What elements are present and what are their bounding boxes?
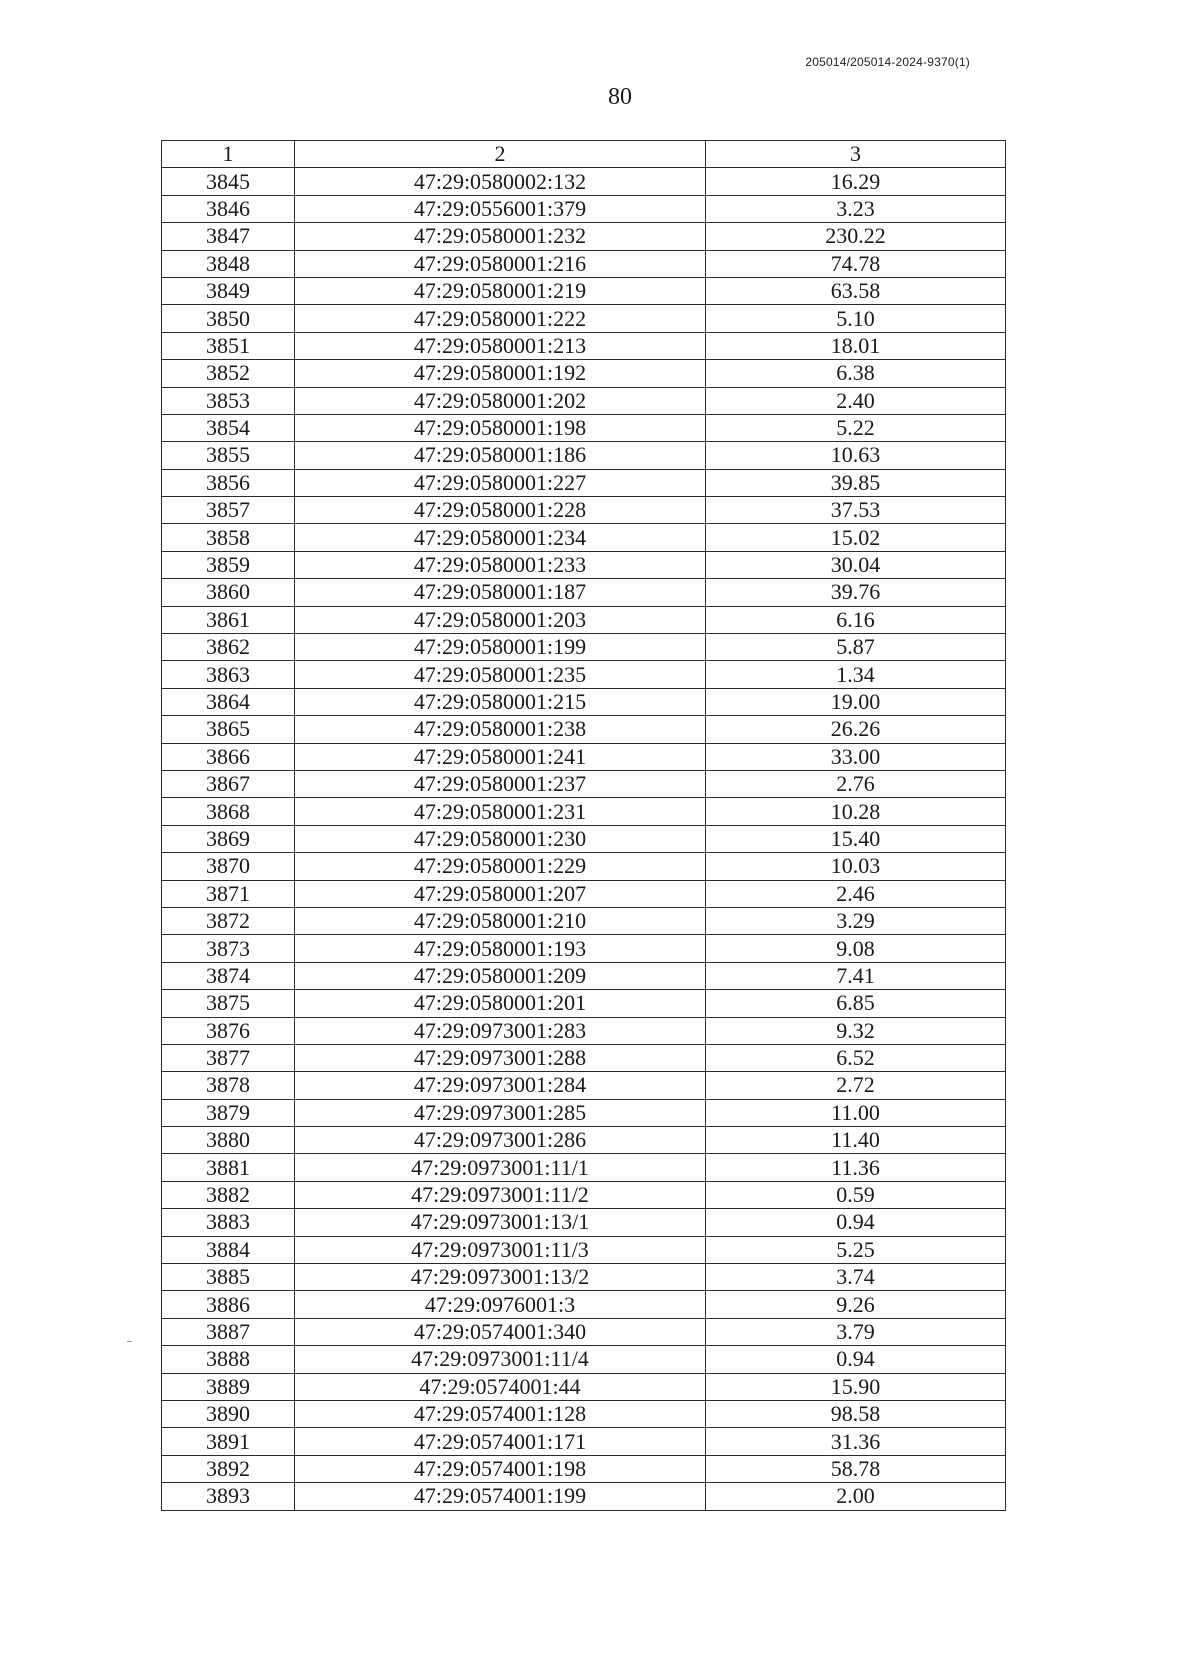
table-cell: 3893	[162, 1483, 295, 1510]
table-cell: 47:29:0973001:13/2	[295, 1264, 706, 1291]
table-cell: 47:29:0580001:209	[295, 962, 706, 989]
table-cell: 3853	[162, 387, 295, 414]
table-cell: 9.26	[706, 1291, 1006, 1318]
table-cell: 11.40	[706, 1127, 1006, 1154]
table-row	[162, 469, 1006, 496]
table-cell: 3866	[162, 743, 295, 770]
table-cell: 3873	[162, 935, 295, 962]
table-row	[162, 798, 1006, 825]
table-row	[162, 606, 1006, 633]
table-cell: 39.85	[706, 469, 1006, 496]
table-row	[162, 223, 1006, 250]
table-cell: 47:29:0973001:11/1	[295, 1154, 706, 1181]
table-cell: 3846	[162, 195, 295, 222]
table-cell: 47:29:0580001:227	[295, 469, 706, 496]
table-cell: 3858	[162, 524, 295, 551]
table-cell: 5.25	[706, 1236, 1006, 1263]
data-table	[161, 140, 1006, 1511]
table-cell: 3851	[162, 332, 295, 359]
table-row	[162, 907, 1006, 934]
table-cell: 6.85	[706, 990, 1006, 1017]
table-row	[162, 305, 1006, 332]
table-cell: 37.53	[706, 497, 1006, 524]
table-cell: 47:29:0580001:219	[295, 277, 706, 304]
table-cell: 0.94	[706, 1346, 1006, 1373]
table-cell: 33.00	[706, 743, 1006, 770]
table-cell: 98.58	[706, 1400, 1006, 1427]
table-cell: 11.00	[706, 1099, 1006, 1126]
table-cell: 74.78	[706, 250, 1006, 277]
table-row	[162, 524, 1006, 551]
table-cell: 47:29:0580001:234	[295, 524, 706, 551]
table-row	[162, 1072, 1006, 1099]
table-cell: 47:29:0973001:284	[295, 1072, 706, 1099]
table-row	[162, 360, 1006, 387]
table-cell: 9.32	[706, 1017, 1006, 1044]
table-cell: 47:29:0973001:288	[295, 1044, 706, 1071]
table-cell: 47:29:0580001:198	[295, 414, 706, 441]
table-cell: 47:29:0580001:202	[295, 387, 706, 414]
table-cell: 47:29:0580001:228	[295, 497, 706, 524]
table-row	[162, 743, 1006, 770]
table-cell: 2.72	[706, 1072, 1006, 1099]
table-cell: 11.36	[706, 1154, 1006, 1181]
column-header-3: 3	[706, 141, 1006, 168]
column-header-1: 1	[162, 141, 295, 168]
table-row	[162, 1209, 1006, 1236]
table-cell: 47:29:0580001:233	[295, 551, 706, 578]
table-row	[162, 1400, 1006, 1427]
table-cell: 47:29:0976001:3	[295, 1291, 706, 1318]
table-cell: 3890	[162, 1400, 295, 1427]
table-cell: 47:29:0580002:132	[295, 168, 706, 195]
table-cell: 47:29:0574001:171	[295, 1428, 706, 1455]
table-row	[162, 1428, 1006, 1455]
table-cell: 47:29:0580001:216	[295, 250, 706, 277]
table-cell: 3888	[162, 1346, 295, 1373]
table-cell: 47:29:0580001:186	[295, 442, 706, 469]
table-cell: 39.76	[706, 579, 1006, 606]
table-cell: 63.58	[706, 277, 1006, 304]
table-cell: 26.26	[706, 716, 1006, 743]
table-row	[162, 1264, 1006, 1291]
document-id: 205014/205014-2024-9370(1)	[805, 55, 970, 69]
table-cell: 3878	[162, 1072, 295, 1099]
table-row	[162, 853, 1006, 880]
table-cell: 3875	[162, 990, 295, 1017]
table-cell: 18.01	[706, 332, 1006, 359]
table-row	[162, 1346, 1006, 1373]
table-cell: 47:29:0580001:207	[295, 880, 706, 907]
table-cell: 3.74	[706, 1264, 1006, 1291]
table-cell: 3855	[162, 442, 295, 469]
table-row	[162, 442, 1006, 469]
table-row	[162, 1017, 1006, 1044]
table-cell: 3872	[162, 907, 295, 934]
table-cell: 3860	[162, 579, 295, 606]
table-cell: 3883	[162, 1209, 295, 1236]
table-cell: 58.78	[706, 1455, 1006, 1482]
table-row	[162, 1127, 1006, 1154]
table-cell: 3869	[162, 825, 295, 852]
table-cell: 3850	[162, 305, 295, 332]
table-cell: 47:29:0580001:199	[295, 634, 706, 661]
page-number: 80	[608, 84, 632, 110]
table-cell: 47:29:0973001:11/2	[295, 1181, 706, 1208]
table-row	[162, 579, 1006, 606]
table-header	[162, 141, 1006, 168]
table-cell: 3886	[162, 1291, 295, 1318]
table-row	[162, 1373, 1006, 1400]
table-cell: 47:29:0580001:231	[295, 798, 706, 825]
table-cell: 3867	[162, 770, 295, 797]
table-row	[162, 332, 1006, 359]
table-row	[162, 1099, 1006, 1126]
table-cell: 47:29:0580001:229	[295, 853, 706, 880]
table-cell: 3889	[162, 1373, 295, 1400]
table-cell: 3881	[162, 1154, 295, 1181]
table-row	[162, 825, 1006, 852]
table-row	[162, 551, 1006, 578]
column-header-2: 2	[295, 141, 706, 168]
table-cell: 3879	[162, 1099, 295, 1126]
table-cell: 47:29:0580001:237	[295, 770, 706, 797]
table-row	[162, 250, 1006, 277]
table-cell: 6.52	[706, 1044, 1006, 1071]
table-cell: 3848	[162, 250, 295, 277]
header-row	[162, 141, 1006, 168]
table-cell: 15.90	[706, 1373, 1006, 1400]
table-cell: 3852	[162, 360, 295, 387]
table-row	[162, 990, 1006, 1017]
table-cell: 3.23	[706, 195, 1006, 222]
margin-mark	[127, 1341, 132, 1342]
table-cell: 47:29:0973001:285	[295, 1099, 706, 1126]
table-cell: 6.38	[706, 360, 1006, 387]
table-body	[162, 168, 1006, 1510]
table-cell: 19.00	[706, 688, 1006, 715]
table-cell: 16.29	[706, 168, 1006, 195]
table-row	[162, 716, 1006, 743]
table-cell: 47:29:0580001:213	[295, 332, 706, 359]
table-cell: 3859	[162, 551, 295, 578]
table-cell: 3.79	[706, 1318, 1006, 1345]
table-cell: 3887	[162, 1318, 295, 1345]
table-row	[162, 1236, 1006, 1263]
table-cell: 0.59	[706, 1181, 1006, 1208]
table-row	[162, 277, 1006, 304]
table-cell: 15.40	[706, 825, 1006, 852]
table-cell: 10.03	[706, 853, 1006, 880]
table-cell: 47:29:0580001:232	[295, 223, 706, 250]
table-cell: 3856	[162, 469, 295, 496]
table-row	[162, 1181, 1006, 1208]
table-row	[162, 962, 1006, 989]
table-cell: 0.94	[706, 1209, 1006, 1236]
table-row	[162, 168, 1006, 195]
table-cell: 3863	[162, 661, 295, 688]
table-cell: 2.46	[706, 880, 1006, 907]
table-cell: 47:29:0580001:203	[295, 606, 706, 633]
table-cell: 3.29	[706, 907, 1006, 934]
table-row	[162, 880, 1006, 907]
table-row	[162, 387, 1006, 414]
table-row	[162, 1455, 1006, 1482]
table-cell: 5.10	[706, 305, 1006, 332]
table-cell: 47:29:0580001:215	[295, 688, 706, 715]
table-cell: 3865	[162, 716, 295, 743]
table-cell: 47:29:0574001:128	[295, 1400, 706, 1427]
table-cell: 2.40	[706, 387, 1006, 414]
table-cell: 3876	[162, 1017, 295, 1044]
table-cell: 9.08	[706, 935, 1006, 962]
table-cell: 6.16	[706, 606, 1006, 633]
table-cell: 47:29:0973001:13/1	[295, 1209, 706, 1236]
table-row	[162, 688, 1006, 715]
table-cell: 10.63	[706, 442, 1006, 469]
table-cell: 3880	[162, 1127, 295, 1154]
table-row	[162, 661, 1006, 688]
table-cell: 47:29:0574001:198	[295, 1455, 706, 1482]
table-cell: 30.04	[706, 551, 1006, 578]
table-cell: 2.00	[706, 1483, 1006, 1510]
table-cell: 3847	[162, 223, 295, 250]
table-cell: 3874	[162, 962, 295, 989]
table-cell: 47:29:0973001:283	[295, 1017, 706, 1044]
table-row	[162, 497, 1006, 524]
table-cell: 47:29:0580001:187	[295, 579, 706, 606]
table-cell: 3891	[162, 1428, 295, 1455]
table-row	[162, 1483, 1006, 1510]
table-row	[162, 1291, 1006, 1318]
table-cell: 47:29:0580001:238	[295, 716, 706, 743]
table-row	[162, 414, 1006, 441]
table-cell: 47:29:0973001:11/3	[295, 1236, 706, 1263]
table-cell: 47:29:0556001:379	[295, 195, 706, 222]
table-cell: 47:29:0574001:199	[295, 1483, 706, 1510]
table-cell: 47:29:0973001:286	[295, 1127, 706, 1154]
table-cell: 3845	[162, 168, 295, 195]
table-cell: 47:29:0973001:11/4	[295, 1346, 706, 1373]
table-cell: 47:29:0580001:222	[295, 305, 706, 332]
table-cell: 3862	[162, 634, 295, 661]
table-row	[162, 1154, 1006, 1181]
table-cell: 5.22	[706, 414, 1006, 441]
table-cell: 47:29:0574001:44	[295, 1373, 706, 1400]
table-cell: 10.28	[706, 798, 1006, 825]
table-row	[162, 1318, 1006, 1345]
table-row	[162, 770, 1006, 797]
table-cell: 3882	[162, 1181, 295, 1208]
table-cell: 47:29:0580001:192	[295, 360, 706, 387]
table-cell: 3849	[162, 277, 295, 304]
table-cell: 47:29:0580001:210	[295, 907, 706, 934]
table-cell: 7.41	[706, 962, 1006, 989]
table-row	[162, 195, 1006, 222]
table-cell: 5.87	[706, 634, 1006, 661]
table-cell: 2.76	[706, 770, 1006, 797]
table-row	[162, 634, 1006, 661]
table-cell: 47:29:0574001:340	[295, 1318, 706, 1345]
table-cell: 3884	[162, 1236, 295, 1263]
table-cell: 47:29:0580001:193	[295, 935, 706, 962]
table-cell: 47:29:0580001:201	[295, 990, 706, 1017]
table-cell: 1.34	[706, 661, 1006, 688]
table-cell: 3854	[162, 414, 295, 441]
table-cell: 3877	[162, 1044, 295, 1071]
table-cell: 47:29:0580001:230	[295, 825, 706, 852]
table-row	[162, 935, 1006, 962]
table-cell: 47:29:0580001:235	[295, 661, 706, 688]
table-cell: 3870	[162, 853, 295, 880]
table-cell: 31.36	[706, 1428, 1006, 1455]
table-row	[162, 1044, 1006, 1071]
table-cell: 3864	[162, 688, 295, 715]
table-cell: 3892	[162, 1455, 295, 1482]
table-cell: 15.02	[706, 524, 1006, 551]
table-cell: 47:29:0580001:241	[295, 743, 706, 770]
table-cell: 3861	[162, 606, 295, 633]
table-cell: 3885	[162, 1264, 295, 1291]
table-cell: 3868	[162, 798, 295, 825]
table-cell: 3857	[162, 497, 295, 524]
table-cell: 230.22	[706, 223, 1006, 250]
table-cell: 3871	[162, 880, 295, 907]
